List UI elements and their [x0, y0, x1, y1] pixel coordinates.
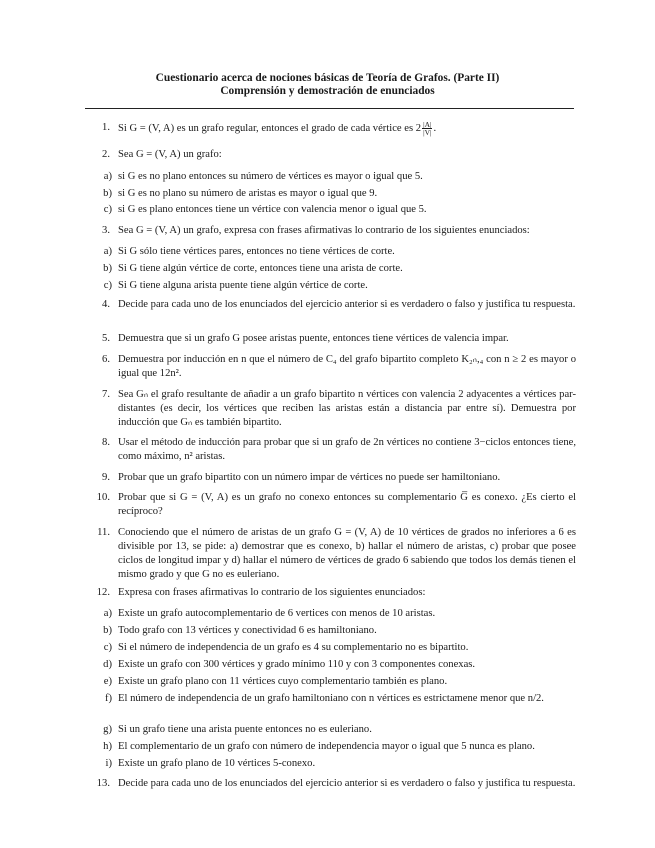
- question-12-sub-h: [98, 740, 576, 754]
- sub-label: b): [103, 263, 112, 274]
- question-text-part: Si G = (V, A) es un grafo regular, entonces el grado de cada vértice es 2: [118, 123, 422, 134]
- question-12-sub-g: [98, 723, 576, 737]
- question-10: [88, 491, 576, 519]
- sub-label: c): [103, 280, 112, 291]
- sub-text: Existe un grafo plano con 11 vértices cuyo complementario también es plano.: [118, 676, 448, 687]
- question-7: [88, 388, 576, 430]
- question-number: 4.: [102, 299, 110, 310]
- question-3-sub-b: [98, 262, 576, 276]
- question-3: [88, 224, 576, 238]
- question-number: 13.: [96, 778, 110, 789]
- question-number: 12.: [96, 587, 110, 598]
- question-3-sub-a: [98, 245, 576, 259]
- question-number: 11.: [97, 527, 110, 538]
- question-text: Expresa con frases afirmativas lo contrario de los siguientes enunciados:: [118, 587, 426, 598]
- question-number: 5.: [102, 333, 110, 344]
- sub-text: si G es no plano su número de aristas es mayor o igual que 9.: [118, 188, 378, 199]
- question-text: Demuestra por inducción en n que el número de C₄ del grafo bipartito completo K₂ₙ,₄ con n ≥ 2 es mayor o igual que 12n².: [118, 354, 576, 379]
- question-text: Usar el método de inducción para probar que si un grafo de 2n vértices no contiene 3−ciclos entonces tiene, como máximo, n² aristas.: [118, 437, 576, 462]
- sub-label: a): [103, 171, 112, 182]
- document-header: [0, 72, 655, 98]
- sub-label: a): [103, 608, 112, 619]
- question-number: 9.: [102, 472, 110, 483]
- sub-text: Existe un grafo autocomplementario de 6 vertices con menos de 10 aristas.: [118, 608, 436, 619]
- question-2: [88, 148, 576, 162]
- question-12: [88, 586, 576, 600]
- sub-label: h): [103, 741, 112, 752]
- sub-text: Existe un grafo plano de 10 vértices 5-conexo.: [118, 758, 316, 769]
- question-text: Sea G = (V, A) un grafo, expresa con frases afirmativas lo contrario de los siguientes enunciados:: [118, 225, 530, 236]
- sub-label: g): [103, 724, 112, 735]
- question-text: Probar que un grafo bipartito con un número impar de vértices no puede ser hamiltoniano.: [118, 472, 501, 483]
- question-number: 8.: [102, 437, 110, 448]
- question-13: [88, 777, 576, 791]
- question-text: [118, 121, 576, 136]
- sub-label: c): [103, 642, 112, 653]
- title-line-1: Cuestionario acerca de nociones básicas de Teoría de Grafos. (Parte II): [155, 72, 500, 84]
- question-12-sub-b: [98, 624, 576, 638]
- question-11: [88, 526, 576, 582]
- sub-text: Si G sólo tiene vértices pares, entonces no tiene vértices de corte.: [118, 246, 395, 257]
- question-text: Sea G = (V, A) un grafo:: [118, 149, 222, 160]
- question-number: 6.: [102, 354, 110, 365]
- question-number: 7.: [102, 389, 110, 400]
- header-divider: [85, 108, 574, 109]
- question-number: 1.: [102, 122, 110, 133]
- question-2-sub-c: [98, 203, 576, 217]
- sub-text: si G es plano entonces tiene un vértice con valencia menor o igual que 5.: [118, 204, 427, 215]
- fraction-denominator: |V|: [423, 128, 432, 137]
- sub-label: b): [103, 188, 112, 199]
- question-4: [88, 298, 576, 312]
- fraction-numerator: |A|: [423, 120, 432, 129]
- question-9: [88, 471, 576, 485]
- title-line-2: Comprensión y demostración de enunciados: [220, 85, 435, 97]
- sub-text: Si G tiene algún vértice de corte, entonces tiene una arista de corte.: [118, 263, 403, 274]
- sub-label: b): [103, 625, 112, 636]
- sub-label: i): [105, 758, 112, 769]
- sub-text: Existe un grafo con 300 vértices y grado mínimo 110 y con 3 componentes conexas.: [118, 659, 476, 670]
- sub-text: si G es no plano entonces su número de vértices es mayor o igual que 5.: [118, 171, 423, 182]
- sub-text: El número de independencia de un grafo hamiltoniano con n vértices es estrictamene menor que n/2.: [118, 693, 544, 704]
- sub-text: Si G tiene alguna arista puente tiene algún vértice de corte.: [118, 280, 368, 291]
- question-12-sub-d: [98, 658, 576, 672]
- sub-text: Si el número de independencia de un grafo es 4 su complementario no es bipartito.: [118, 642, 469, 653]
- question-6: [88, 353, 576, 381]
- question-text: Probar que si G = (V, A) es un grafo no conexo entonces su complementario G̅ es conexo. ¿Es cierto el recíproco?: [118, 492, 576, 517]
- question-number: 10.: [96, 492, 110, 503]
- question-text-part: .: [433, 123, 437, 134]
- sub-text: Si un grafo tiene una arista puente entonces no es euleriano.: [118, 724, 372, 735]
- sub-text: Todo grafo con 13 vértices y conectividad 6 es hamiltoniano.: [118, 625, 377, 636]
- fraction: [422, 121, 432, 136]
- sub-label: e): [103, 676, 112, 687]
- question-2-sub-b: [98, 187, 576, 201]
- question-5: [88, 332, 576, 346]
- question-1: [88, 121, 576, 136]
- question-12-sub-e: [98, 675, 576, 689]
- question-text: Decide para cada uno de los enunciados del ejercicio anterior si es verdadero o falso y justifica tu respuesta.: [118, 299, 576, 310]
- sub-label: a): [103, 246, 112, 257]
- question-8: [88, 436, 576, 464]
- sub-text: El complementario de un grafo con número de independencia mayor o igual que 5 nunca es plano.: [118, 741, 535, 752]
- question-2-sub-a: [98, 170, 576, 184]
- question-12-sub-a: [98, 607, 576, 621]
- question-text: Conociendo que el número de aristas de un grafo G = (V, A) de 10 vértices de grados no inferiores a 6 es divisible por 13, se pide: a) demostrar que es conexo, b) hallar el número de aristas, c) probar que posee ciclos de longitud impar y d) hallar el número de vértices de grado 6 sabiendo que todos los demás tienen el mismo grado y que G no es euleriano.: [118, 527, 576, 580]
- sub-label: d): [103, 659, 112, 670]
- question-12-sub-f: [98, 692, 576, 706]
- sub-label: f): [104, 693, 112, 704]
- question-3-sub-c: [98, 279, 576, 293]
- question-number: 2.: [102, 149, 110, 160]
- question-12-sub-i: [98, 757, 576, 771]
- question-text: Demuestra que si un grafo G posee aristas puente, entonces tiene vértices de valencia impar.: [118, 333, 509, 344]
- question-text: Sea Gₙ el grafo resultante de añadir a un grafo bipartito n vértices con valencia 2 adyacentes a vértices par-distantes (es decir, los vértices que reciben las aristas están a distancia par entre sí). Demuestra por inducción que Gₙ es también bipartito.: [118, 389, 576, 428]
- sub-label: c): [103, 204, 112, 215]
- question-text: Decide para cada uno de los enunciados del ejercicio anterior si es verdadero o falso y justifica tu respuesta.: [118, 778, 576, 789]
- question-number: 3.: [102, 225, 110, 236]
- question-12-sub-c: [98, 641, 576, 655]
